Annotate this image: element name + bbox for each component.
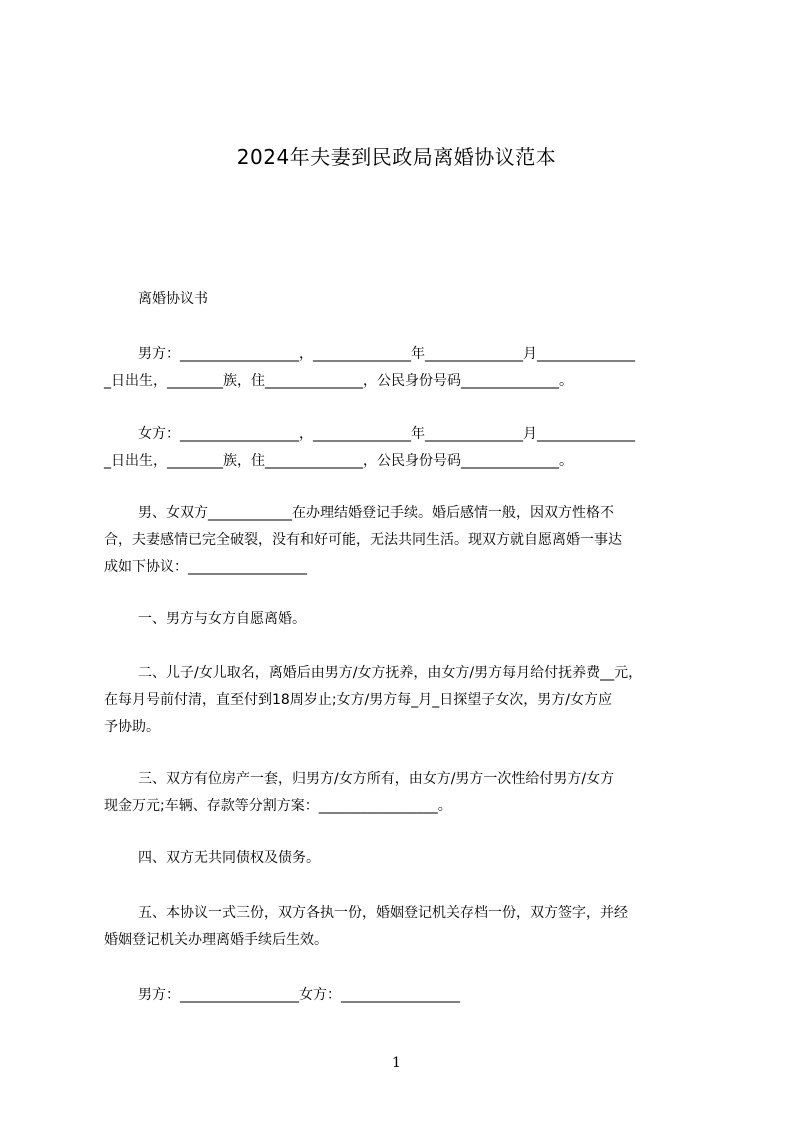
- clause-3-paragraph: [104, 766, 704, 820]
- clause-5-line-2: 婚姻登记机关办理离婚手续后生效。: [104, 932, 328, 948]
- clause-2-line-1: 二、儿子/女儿取名，离婚后由男方/女方抚养，由女方/男方每月给付抚养费__元，: [138, 665, 643, 681]
- document-title: 2024年夫妻到民政局离婚协议范本: [236, 145, 557, 169]
- female-info-line-1: 女方：_________________，______________年______________月______________: [138, 426, 635, 442]
- intro-line-2: 合，夫妻感情已完全破裂，没有和好可能，无法共同生活。现双方就自愿离婚一事达: [104, 532, 622, 548]
- clause-3-line-2: 现金万元;车辆、存款等分割方案：_________________。: [104, 798, 452, 814]
- clause-5-paragraph: [104, 900, 704, 954]
- signature-paragraph: [104, 982, 704, 1009]
- clause-3-line-1: 三、双方有位房产一套，归男方/女方所有，由女方/男方一次性给付男方/女方: [138, 771, 615, 787]
- female-info-paragraph: [104, 421, 704, 475]
- clause-1-paragraph: [104, 606, 704, 633]
- page-number: 1: [392, 1055, 401, 1071]
- clause-4-line: 四、双方无共同债权及债务。: [138, 850, 320, 866]
- clause-1-line: 一、男方与女方自愿离婚。: [138, 611, 306, 627]
- signature-line: 男方：_________________女方：_________________: [138, 987, 460, 1003]
- female-info-line-2: _日出生，________族，住______________，公民身份号码______________。: [104, 453, 573, 469]
- intro-line-1: 男、女双方____________在办理结婚登记手续。婚后感情一般，因双方性格不: [138, 505, 614, 521]
- clause-2-line-3: 予协助。: [104, 719, 160, 735]
- intro-paragraph: [104, 500, 704, 581]
- intro-line-3: 成如下协议：_________________: [104, 559, 307, 575]
- clause-4-paragraph: [104, 845, 704, 872]
- male-info-line-2: _日出生，________族，住______________，公民身份号码______________。: [104, 373, 573, 389]
- male-info-paragraph: [104, 341, 704, 395]
- clause-2-paragraph: [104, 660, 704, 741]
- clause-5-line-1: 五、本协议一式三份，双方各执一份，婚姻登记机关存档一份，双方签字，并经: [138, 905, 628, 921]
- male-info-line-1: 男方：_________________，______________年______________月______________: [138, 346, 635, 362]
- clause-2-line-2: 在每月号前付清，直至付到18周岁止;女方/男方每_月_日探望子女次，男方/女方应: [104, 692, 612, 708]
- subtitle-paragraph: [104, 286, 704, 313]
- document-subtitle: 离婚协议书: [138, 291, 208, 307]
